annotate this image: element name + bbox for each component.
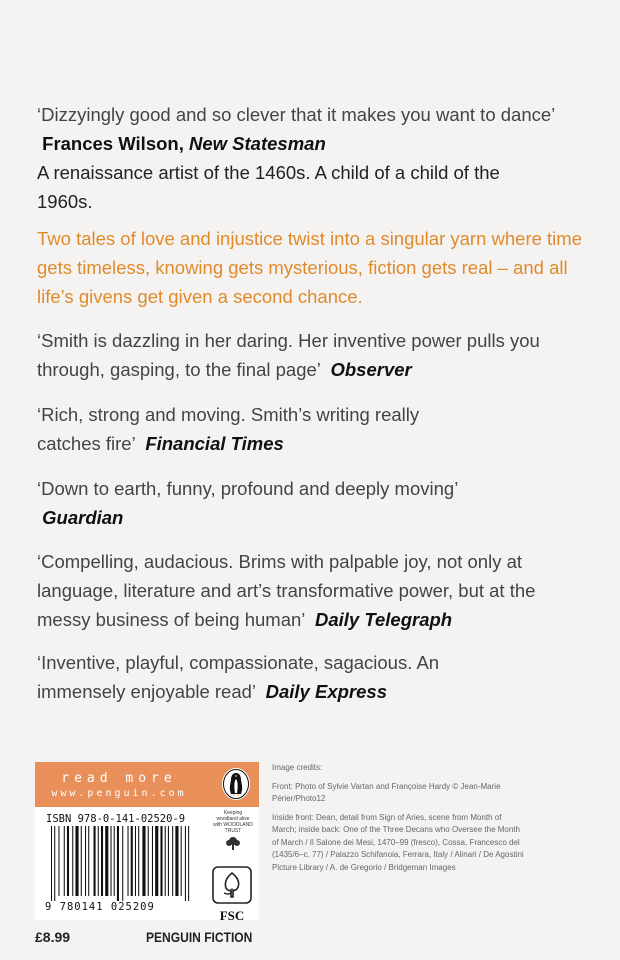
barcode-digits: 9 780141 025209 [45,901,155,913]
credits-front: Front: Photo of Sylvie Vartan and Françoise Hardy © Jean-Marie Périer/Photo12 [272,781,501,803]
quote-source: Guardian [42,507,124,528]
quote-source: Observer [330,359,412,380]
quote-source: Daily Express [265,681,387,702]
price: £8.99 [35,929,71,945]
penguin-url: www.penguin.com [51,787,187,799]
quote-text: ‘Rich, strong and moving. Smith’s writing really catches fire’ [37,404,420,454]
tree-icon [225,836,241,850]
quote-guardian [37,474,527,532]
quote-financial-times [37,400,467,458]
credits-heading: Image credits: [272,763,323,772]
credits-inside: Inside front: Dean, detail from Sign of Aries, scene from Month of March; inside back: One of the Three Decans who Oversee the Month of March / Il Salone dei Mesi, 1470–99 (fresco), Cossa, Francesco del (1435/6–c. 77) / Palazzo Schifanoia, Ferrara, Italy / Alinari / De Agostini Picture Library / A. de Gregorio / Bridgeman Images [272,812,524,872]
woodland-trust-logo [213,810,253,850]
fsc-logo [210,866,254,923]
quote-text: ‘Inventive, playful, compassionate, sagacious. An immensely enjoyable read’ [37,652,440,702]
quote-text: ‘Down to earth, funny, profound and deeply moving’ [37,478,458,499]
image-credits [272,762,527,880]
blurb-text: Two tales of love and injustice twist into a singular yarn where time gets timeless, knowing gets mysterious, fiction gets real – and all life’s givens get given a second chance. [37,228,582,307]
quote-text: ‘Smith is dazzling in her daring. Her inventive power pulls you through, gasping, to the final page’ [37,330,540,380]
woodland-trust-text: Keeping woodland alive with WOODLAND TRUST [213,810,253,834]
quote-daily-express [37,648,477,706]
barcode-icon [49,826,201,901]
fsc-tree-icon [210,866,254,904]
quote-observer [37,326,557,384]
penguin-logo-icon [221,767,251,801]
read-more-label: read more [61,770,177,786]
fsc-label: FSC [219,908,245,923]
quote-new-statesman [37,100,620,158]
quote-daily-telegraph [37,547,577,634]
intro-text: A renaissance artist of the 1460s. A child of a child of the 1960s. [37,162,500,212]
quote-source: Daily Telegraph [315,609,453,630]
quote-source: Financial Times [145,433,284,454]
quote-text: ‘Compelling, audacious. Brims with palpable joy, not only at language, literature and art’s transformative power, but at the messy business of being human’ [37,551,536,630]
imprint: PENGUIN FICTION [146,929,253,945]
read-more-text [35,771,203,799]
barcode-panel [35,762,259,923]
isbn: ISBN 978-0-141-02520-9 [46,813,186,825]
quote-text: ‘Dizzyingly good and so clever that it makes you want to dance’ [37,104,555,125]
quote-source: Frances Wilson, New Statesman [42,133,326,154]
read-more-banner [35,762,259,807]
